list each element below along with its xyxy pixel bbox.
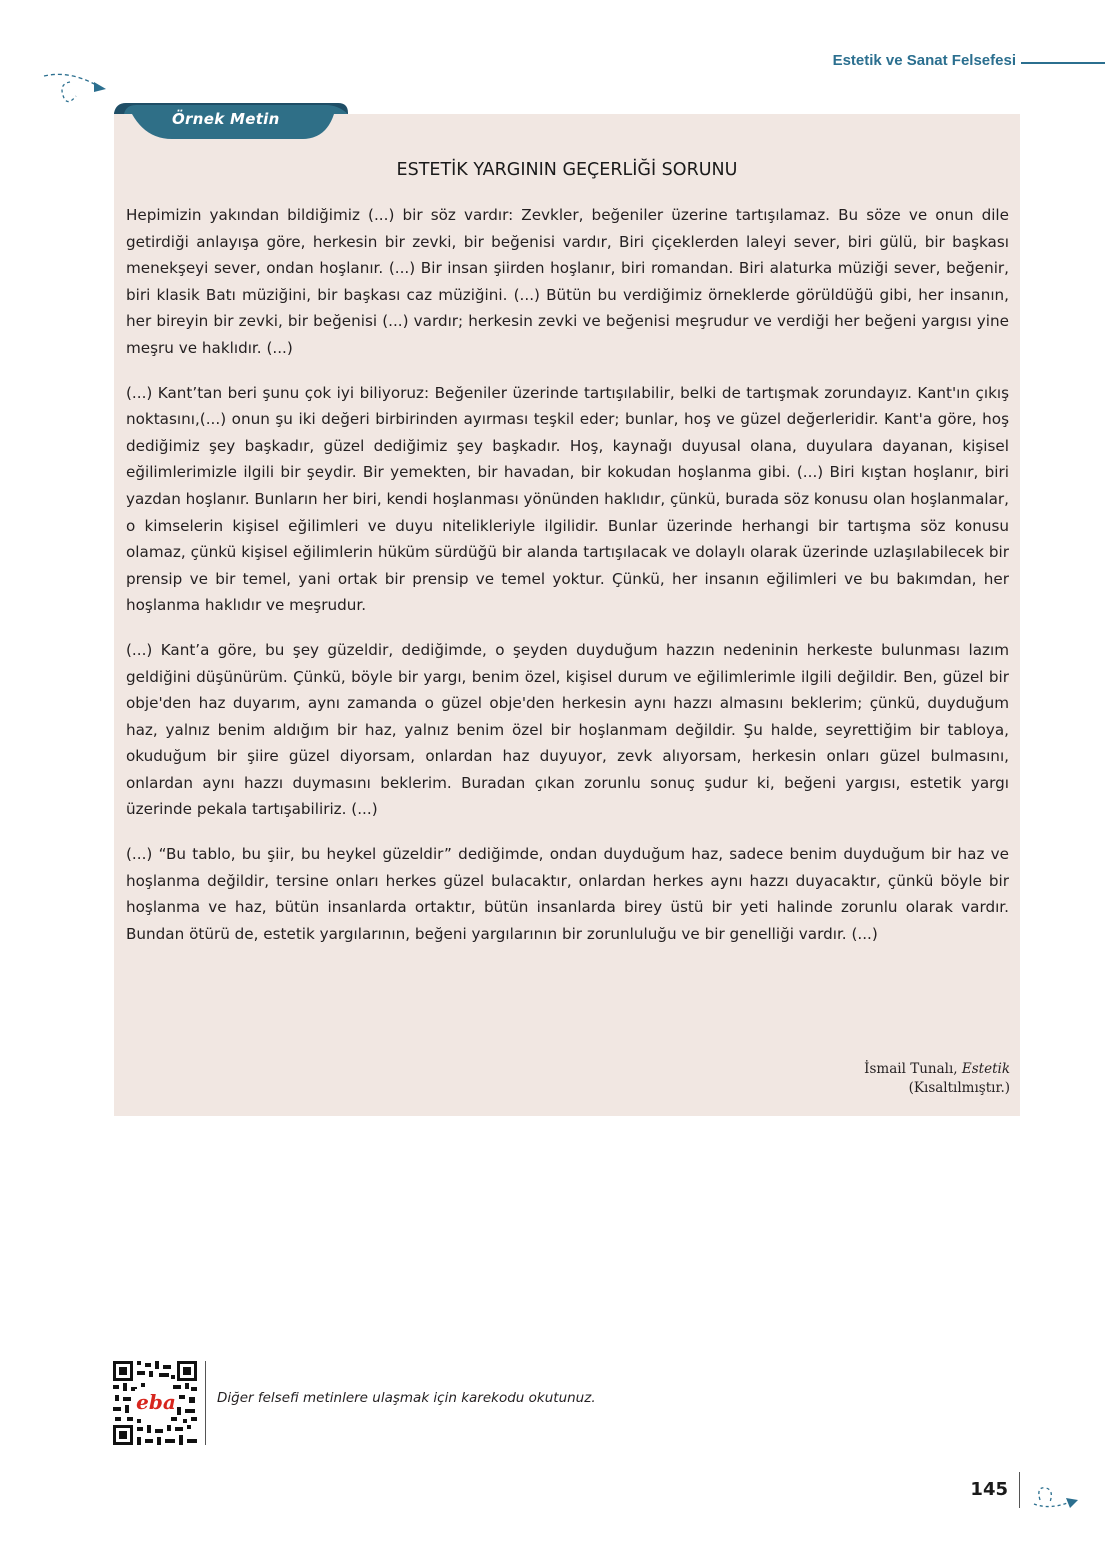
qr-divider [205,1361,206,1445]
section-title: Estetik ve Sanat Felsefesi [832,52,1016,69]
eba-logo: eba [136,1390,176,1414]
dashed-arrow-icon [40,70,110,106]
citation-author: İsmail Tunalı, [864,1061,962,1077]
qr-code[interactable] [113,1361,197,1445]
citation-work: Estetik [961,1061,1010,1077]
dashed-arrow-icon [1030,1478,1080,1514]
tab-label: Örnek Metin [172,110,280,128]
paragraph: (...) Kant’a göre, bu şey güzeldir, dediğimde, o şeyden duyduğum hazzın nedeninin herkeste bulunması lazım geldiğini düşünürüm. Çünkü, böyle bir yargı, benim özel, kişisel durum ve eğilimlerimle ilgili değildir. Ben, güzel bir obje'den haz duyarım, aynı zamanda o güzel obje'den herkesin aynı hazzı almasını beklerim; çünkü, duyduğum haz, yalnız benim aldığım bir haz, yalnız benim özel bir hoşlanmam değildir. Şu halde, seyrettiğim bir tabloya, okuduğum bir şiire güzel diyorsam, onlardan haz duyuyor, zevk alıyorsam, herkesin onları güzel bulmasını, onlardan aynı hazzı duymasını beklerim. Buradan çıkan zorunlu sonuç şudur ki, beğeni yargısı, estetik yargı üzerinde pekala tartışabiliriz. (...) [126,640,1009,819]
article-title: ESTETİK YARGININ GEÇERLİĞİ SORUNU [396,160,738,180]
page-number: 145 [970,1479,1008,1500]
paragraph: (...) Kant’tan beri şunu çok iyi biliyoruz: Beğeniler üzerinde tartışılabilir, belki de tartışmak zorundayız. Kant'ın çıkış noktasını,(...) onun şu iki değeri birbirinden ayırması teşkil eder; bunlar, hoş ve güzel değerleridir. Kant'a göre, hoş dediğimiz şey başkadır, güzel dediğimiz şey başkadır. Hoş, kaynağı duyusal olana, duyulara dayanan, kişisel eğilimlerimizle ilgili bir şeydir. Bir yemekten, bir havadan, bir kokudan hoşlanma gibi. (...) Biri kıştan hoşlanır, biri yazdan hoşlanır. Bunların her biri, kendi hoşlanması yönünden haklıdır, çünkü, burada söz konusu olan hoşlanmalar, o kimselerin kişisel eğilimleri ve duyu nitelikleriyle ilgilidir. Bunlar üzerinde herhangi bir tartışma söz konusu olamaz, çünkü kişisel eğilimlerin hüküm sürdüğü bir alanda tartışılacak ve dolaylı olarak üzerinde uzlaşılabilecek bir prensip ve bir temel, yani ortak bir prensip ve temel yoktur. Çünkü, her insanın eğilimleri ve bu bakımdan, her hoşlanma haklıdır ve meşrudur. [126,383,1009,615]
article-body [126,202,1009,965]
citation-note: (Kısaltılmıştır.) [908,1080,1010,1096]
citation [700,1060,1010,1098]
paragraph: Hepimizin yakından bildiğimiz (...) bir söz vardır: Zevkler, beğeniler üzerine tartışılamaz. Bu söze ve onun dile getirdiği anlayışa göre, herkesin bir zevki, bir beğenisi vardır, Biri çiçeklerden laleyi sever, biri gülü, bir başkası menekşeyi sever, ondan hoşlanır. (...) Bir insan şiirden hoşlanır, biri romandan. Biri alaturka müziği sever, beğenir, biri klasik Batı müziğini, bir başkası caz müziğini. (...) Bütün bu verdiğimiz örneklerde görüldüğü gibi, her insanın, her bireyin bir zevki, bir beğenisi (...) vardır; herkesin zevki ve beğenisi meşrudur ve verdiği her beğeni yargısı yine meşru ve haklıdır. (...) [126,206,1009,357]
page-divider [1019,1472,1020,1508]
qr-note: Diğer felsefi metinlere ulaşmak için karekodu okutunuz. [217,1390,596,1406]
paragraph: (...) “Bu tablo, bu şiir, bu heykel güzeldir” dediğimde, ondan duyduğum haz, sadece benim duyduğum bir haz ve hoşlanma değildir, tersine onları herkes güzel bulacaktır, onlardan herkes aynı hazzı duyacaktır, çünkü böyle bir hoşlanma ve haz, bütün insanlarda ortaktır, bütün insanlarda birey üstü bir yeti halinde zorunlu olarak vardır. Bundan ötürü de, estetik yargılarının, beğeni yargılarının bir zorunluluğu ve bir genelliği vardır. (...) [126,845,1009,943]
header-rule [1021,62,1105,64]
